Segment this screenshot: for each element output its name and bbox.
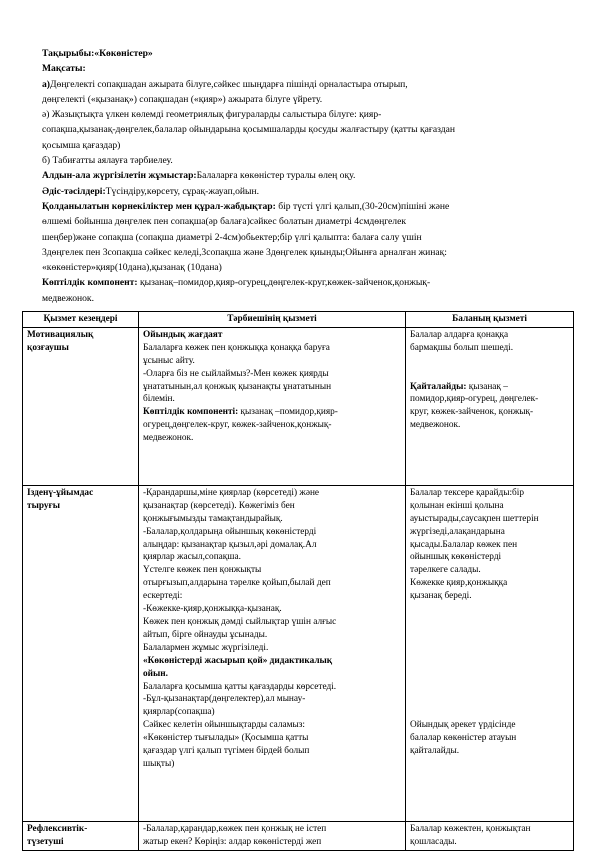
- child-line: [410, 393, 569, 406]
- teacher-line: [143, 681, 401, 694]
- lang-line: [42, 275, 542, 290]
- teacher-line-text: алыңдар: қызанақтар қызыл,әрі домалақ.Ал: [143, 539, 317, 550]
- child-line-text: қызанақ береді.: [410, 591, 472, 602]
- child-line: [410, 419, 569, 432]
- stage-line: түзетуші: [27, 836, 64, 847]
- prep-value: Балаларға көкөністер туралы өлең оқу.: [196, 170, 356, 182]
- child-line-text: помидор,қияр-огурец, дөңгелек-: [410, 394, 539, 405]
- child-line-text: Балалар көжектен, қонжықтан: [410, 823, 531, 834]
- teacher-line: [143, 551, 401, 564]
- child-line: [410, 681, 569, 694]
- child-line-text: Қайталайды:: [410, 381, 467, 392]
- child-line: [410, 342, 569, 355]
- stage-cell: [23, 327, 139, 485]
- teacher-line: [143, 539, 401, 552]
- teacher-line-text: -Балалар,қарандар,көжек пен қонжық не істеп: [143, 823, 327, 834]
- lesson-header: [42, 46, 542, 306]
- child-line: [410, 406, 569, 419]
- teacher-line: [143, 513, 401, 526]
- stage-line: Рефлексивтік-: [27, 823, 88, 834]
- child-line: [410, 329, 569, 342]
- teacher-line: [143, 393, 401, 406]
- materials-line3: шеңбер)және сопақша (сопақша диаметрі 2-4см)обьектер;бір үлгі қалыпта: балаға салу үшін: [42, 231, 422, 243]
- prep-label: Алдын-ала жүргізілетін жұмыстар:: [42, 170, 197, 182]
- teacher-line: [143, 342, 401, 355]
- child-line-rest: қызанақ –: [466, 381, 508, 392]
- child-line: [410, 745, 569, 758]
- teacher-line-text: Балаларға қосымша қатты қағаздарды көрсетеді.: [143, 681, 337, 692]
- teacher-line: [143, 823, 401, 836]
- teacher-cell: [139, 485, 406, 821]
- goal-label: Мақсаты:: [42, 63, 86, 75]
- teacher-line: [143, 629, 401, 642]
- child-line-text: балалар көкөністер атауын: [410, 733, 517, 744]
- stage-line: тыруғы: [27, 500, 61, 511]
- child-line: [410, 539, 569, 552]
- child-line-text: Балалар тексере қарайды:бір: [410, 487, 524, 498]
- teacher-line: [143, 603, 401, 616]
- teacher-line-text: огурец,дөңгелек-круг, көжек-зайченок,қонжық-: [143, 420, 332, 431]
- child-line: [410, 355, 569, 368]
- child-line: [410, 487, 569, 500]
- teacher-line: [143, 406, 401, 419]
- teacher-line-text: Балалармен жұмыс жүргізіледі.: [143, 642, 269, 653]
- teacher-cell: [139, 821, 406, 850]
- child-line-text: бармақшы болып шешеді.: [410, 342, 514, 353]
- child-line-text: қолынан екінші қолына: [410, 500, 504, 511]
- teacher-line-text: қағаздар үлгі қалып түгімен бірдей болып: [143, 746, 310, 757]
- teacher-line: [143, 693, 401, 706]
- teacher-line-text: қонжығымызды тамақтандырайық.: [143, 513, 283, 524]
- child-line: [410, 655, 569, 668]
- teacher-line-text: Көптілдік компоненті:: [143, 407, 239, 418]
- child-line: [410, 526, 569, 539]
- topic-label: Тақырыбы:: [42, 48, 95, 59]
- teacher-line-text: Ойындық жағдаят: [143, 329, 223, 340]
- child-line: [410, 629, 569, 642]
- table-row: [23, 485, 574, 821]
- teacher-line-text: қиярлар жасыл,сопақша.: [143, 552, 241, 563]
- teacher-line: [143, 668, 401, 681]
- prep-line: [42, 168, 542, 183]
- teacher-line-text: Балаларға көжек пен қонжыққа қонаққа баруға: [143, 342, 330, 353]
- child-line: [410, 668, 569, 681]
- teacher-line-rest: қызанақ –помидор,қияр-: [238, 407, 338, 418]
- child-line: [410, 551, 569, 564]
- child-line: [410, 616, 569, 629]
- teacher-line: [143, 655, 401, 668]
- teacher-line-text: Сәйкес келетін ойыншықтарды саламыз:: [143, 720, 306, 731]
- child-line: [410, 368, 569, 381]
- child-line-text: қысады.Балалар көжек пен: [410, 539, 518, 550]
- teacher-line-text: ескертеді:: [143, 591, 183, 602]
- child-line-text: Ойындық әрекет үрдісінде: [410, 720, 516, 731]
- materials-text1: бір түсті үлгі қалып,(30-20см)пішіні және: [275, 200, 450, 212]
- stage-line: қозғаушы: [27, 342, 69, 353]
- teacher-line: [143, 526, 401, 539]
- teacher-line: [143, 432, 401, 445]
- teacher-line: [143, 577, 401, 590]
- goal-a-line1: [42, 77, 542, 92]
- child-line: [410, 500, 569, 513]
- child-line-text: тәрелкеге салады.: [410, 565, 481, 576]
- teacher-line: [143, 381, 401, 394]
- goal-c: б) Табиғатты аялауға тәрбиелеу.: [42, 155, 173, 167]
- teacher-line: [143, 590, 401, 603]
- teacher-line: [143, 745, 401, 758]
- child-line-text: ауыстырады,саусақпен шеттерін: [410, 513, 539, 524]
- child-line: [410, 836, 569, 849]
- child-line-text: жүргізеді,алақандарына: [410, 526, 505, 537]
- teacher-line-text: Көжек пен қонжық дәмді сыйлықтар үшін алғыс: [143, 616, 337, 627]
- materials-line4: 3дөңгелек пен 3сопақша сәйкес келеді,3сопақша және 3дөңгелек қиынды;Ойынға арналған жинақ:: [42, 246, 447, 258]
- goal-a-prefix: а): [42, 78, 50, 90]
- child-line: [410, 642, 569, 655]
- teacher-line-text: ұсыныс айту.: [143, 355, 195, 366]
- child-line: [410, 513, 569, 526]
- stage-line: Мотивациялық: [27, 329, 94, 340]
- teacher-line-text: -Балалар,қолдарыңа ойыншық көкөністерді: [143, 526, 317, 537]
- teacher-cell: [139, 327, 406, 485]
- materials-line5: «көкөністер»қияр(10дана),қызанақ (10дана): [42, 262, 222, 274]
- teacher-line: [143, 719, 401, 732]
- goal-b-line3: қосымша қағаздар): [42, 139, 121, 151]
- child-cell: [406, 327, 574, 485]
- header-teacher: Тәрбиешінің қызметі: [139, 312, 406, 328]
- lesson-table: [22, 311, 574, 851]
- teacher-line-text: ойын.: [143, 668, 168, 679]
- teacher-line-text: қиярлар(сопақша): [143, 707, 215, 718]
- methods-label: Әдіс-тәсілдері:: [42, 185, 106, 197]
- teacher-line-text: білемін.: [143, 394, 175, 405]
- child-line: [410, 823, 569, 836]
- child-line: [410, 381, 569, 394]
- topic-value: «Көкөністер»: [94, 48, 153, 59]
- child-line: [410, 732, 569, 745]
- teacher-line: [143, 758, 401, 771]
- table-row: [23, 821, 574, 850]
- teacher-line: [143, 500, 401, 513]
- teacher-line-text: -Бұл-қызанақтар(дөңгелектер),ал мынау-: [143, 694, 306, 705]
- teacher-line: [143, 836, 401, 849]
- table-body: [23, 327, 574, 850]
- child-line-text: Балалар алдарға қонаққа: [410, 329, 509, 340]
- teacher-line: [143, 487, 401, 500]
- child-line: [410, 577, 569, 590]
- methods-value: Түсіндіру,көрсету, сұрақ-жауап,ойын.: [105, 185, 260, 197]
- teacher-line: [143, 732, 401, 745]
- teacher-line-text: -Оларға біз не сыйлаймыз?-Мен көжек қиярды: [143, 368, 329, 379]
- stage-cell: [23, 821, 139, 850]
- teacher-line: [143, 329, 401, 342]
- teacher-line-text: -Қарандаршы,міне қиярлар (көрсетеді) және: [143, 487, 320, 498]
- teacher-line-text: «Көкөністерді жасырып қой» дидактикалық: [143, 655, 333, 666]
- teacher-line-text: қызанақтар (көрсетеді). Көжегіміз бен: [143, 500, 295, 511]
- goal-b-line2: сопақша,қызанақ-дөңгелек,балалар ойындарына қосымшаларды қосуды жалғастыру (қатты қағаздан: [42, 124, 456, 136]
- child-line: [410, 693, 569, 706]
- header-stage: Қызмет кезеңдері: [23, 312, 139, 328]
- child-line-text: Көжекке қияр,қонжыққа: [410, 578, 508, 589]
- teacher-line: [143, 706, 401, 719]
- child-line-text: қайталайды.: [410, 746, 460, 757]
- materials-line2: өлшемі бойынша дөңгелек пен сопақша(әр балаға)сәйкес болатын диаметрі 4смдөңгелек: [42, 216, 407, 228]
- child-line: [410, 706, 569, 719]
- teacher-line-text: шықты): [143, 758, 175, 769]
- child-cell: [406, 485, 574, 821]
- child-line: [410, 719, 569, 732]
- teacher-line-text: ұнататынын,ал қонжық қызанақты ұнататынын: [143, 381, 332, 392]
- lang-value: қызанақ–помидор,қияр-огурец,дөңгелек-круг,көжек-зайченок,қонжық-: [137, 277, 431, 289]
- child-line-text: ойыншық көкөністерді: [410, 552, 502, 563]
- lang-line2: медвежонок.: [42, 292, 94, 304]
- goal-b-line1: ә) Жазықтықта үлкен көлемді геометриялық фигураларды салыстыра білуге: қияр-: [42, 109, 382, 121]
- child-line: [410, 603, 569, 616]
- goal-a-line2: дөңгелекті («қызанақ») сопақшадан («қияр») ажырата білуге үйрету.: [42, 93, 323, 105]
- teacher-line: [143, 368, 401, 381]
- child-line: [410, 590, 569, 603]
- teacher-line: [143, 355, 401, 368]
- table-header-row: [23, 312, 574, 328]
- header-child: Баланың қызметі: [406, 312, 574, 328]
- teacher-line: [143, 419, 401, 432]
- teacher-line: [143, 564, 401, 577]
- teacher-line-text: жатыр екен? Көріңіз: алдар көкөністерді жеп: [143, 836, 322, 847]
- stage-line: Ізденү-ұйымдас: [27, 487, 94, 498]
- teacher-line-text: айтып, бірге ойнауды ұсынады.: [143, 629, 268, 640]
- child-line-text: медвежонок.: [410, 420, 461, 431]
- teacher-line-text: -Көжекке-қияр,қонжыққа-қызанақ.: [143, 604, 282, 615]
- child-line-text: круг, көжек-зайченок, қонжық-: [410, 407, 534, 418]
- child-cell: [406, 821, 574, 850]
- lang-label: Көптілдік компонент:: [42, 277, 138, 289]
- teacher-line-text: «Көкөністер тығылады»: [143, 733, 240, 744]
- teacher-line: [143, 616, 401, 629]
- topic-line: [42, 46, 542, 61]
- teacher-line: [143, 642, 401, 655]
- teacher-line-text: медвежонок.: [143, 433, 194, 444]
- materials-label: Қолданылатын көрнекіліктер мен құрал-жабдықтар:: [42, 200, 276, 212]
- teacher-line-text: Үстелге көжек пен қонжықты: [143, 565, 262, 576]
- teacher-line-text: отырғызып,алдарына тәрелке қойып,былай деп: [143, 578, 331, 589]
- materials-line1: [42, 199, 542, 214]
- child-line-text: қошласады.: [410, 836, 457, 847]
- methods-line: [42, 184, 542, 199]
- table-row: [23, 327, 574, 485]
- teacher-line-rest: (Қосымша қатты: [239, 733, 309, 744]
- child-line: [410, 564, 569, 577]
- stage-cell: [23, 485, 139, 821]
- goal-a-text1: Дөңгелекті сопақшадан ажырата білуге,сәйкес шыңдарға пішінді орналастыра отырып,: [50, 78, 408, 90]
